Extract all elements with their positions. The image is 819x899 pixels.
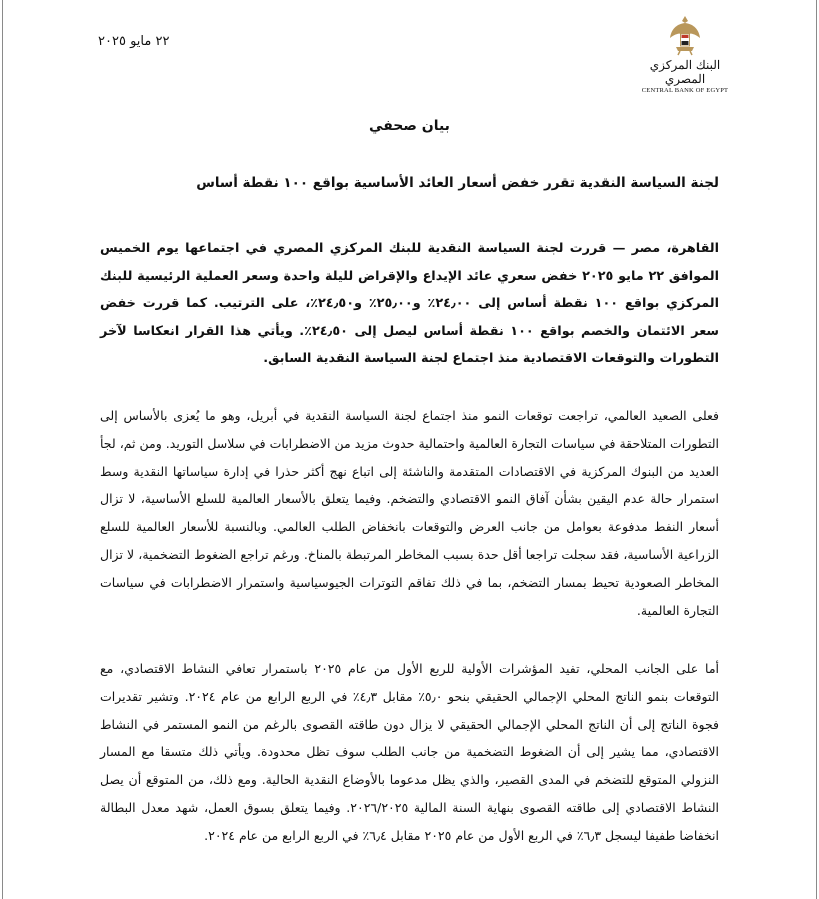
logo-arabic-text: البنك المركزي المصري (649, 58, 721, 86)
page-border-left (2, 0, 3, 899)
press-release-date: ٢٢ مايو ٢٠٢٥ (98, 34, 170, 49)
page-border-right (816, 0, 817, 899)
press-release-headline: لجنة السياسة النقدية تقرر خفض أسعار العائد الأساسية بواقع ١٠٠ نقطة أساس (196, 175, 719, 191)
logo-english-text: CENTRAL BANK OF EGYPT (641, 87, 729, 94)
page-title: بيان صحفي (369, 118, 450, 134)
central-bank-logo (640, 14, 730, 94)
eagle-emblem-icon (668, 14, 702, 56)
paragraph-decision: القاهرة، مصر — قررت لجنة السياسة النقدية للبنك المركزي المصري في اجتماعها يوم الخميس الموافق ٢٢ مايو ٢٠٢٥ خفض سعري عائد الإيداع والإقراض لليلة واحدة وسعر العملية الرئيسية للبنك المركزي بواقع ١٠٠ نقطة أساس إلى ٢٤٫٠٠٪ و٢٥٫٠٠٪ و٢٤٫٥٠٪، على الترتيب. كما قررت خفض سعر الائتمان والخصم بواقع ١٠٠ نقطة أساس ليصل إلى ٢٤٫٥٠٪. ويأتي هذا القرار انعكاسا لآخر التطورات والتوقعات الاقتصادية منذ اجتماع لجنة السياسة النقدية السابق. (100, 241, 719, 366)
paragraph-domestic: أما على الجانب المحلي، تفيد المؤشرات الأولية للربع الأول من عام ٢٠٢٥ باستمرار تعافي النشاط الاقتصادي، مع التوقعات بنمو الناتج المحلي الإجمالي الحقيقي بنحو ٥٫٠٪ مقابل ٤٫٣٪ في الربع الرابع من عام ٢٠٢٤. وتشير تقديرات فجوة الناتج إلى أن الناتج المحلي الإجمالي الحقيقي لا يزال دون طاقته القصوى بالرغم من النمو المستمر في النشاط الاقتصادي، مما يشير إلى أن الضغوط التضخمية من جانب الطلب سوف تظل محدودة. ويأتي ذلك متسقا مع المسار النزولي المتوقع للتضخم في المدى القصير، والذي يظل مدعوما بالأوضاع النقدية الحالية. ومع ذلك، من المتوقع أن يصل النشاط الاقتصادي إلى طاقته القصوى بنهاية السنة المالية ٢٠٢٦/٢٠٢٥. وفيما يتعلق بسوق العمل، شهد معدل البطالة انخفاضا طفيفا ليسجل ٦٫٣٪ في الربع الأول من عام ٢٠٢٥ مقابل ٦٫٤٪ في الربع الرابع من عام ٢٠٢٤. (100, 661, 719, 843)
paragraph-global: فعلى الصعيد العالمي، تراجعت توقعات النمو منذ اجتماع لجنة السياسة النقدية في أبريل، وهو ما يُعزى بالأساس إلى التطورات المتلاحقة في سياسات التجارة العالمية واحتمالية حدوث مزيد من الاضطرابات في سلاسل التوريد. ومن ثم، لجأ العديد من البنوك المركزية في الاقتصادات المتقدمة والناشئة إلى اتباع نهج أكثر حذرا في إدارة سياساتها النقدية وسط استمرار حالة عدم اليقين بشأن آفاق النمو الاقتصادي والتضخم. وفيما يتعلق بالأسعار العالمية للسلع الأساسية، لا تزال أسعار النفط مدفوعة بعوامل من جانب العرض والتوقعات بانخفاض الطلب العالمي. وبالنسبة للأسعار العالمية للسلع الزراعية الأساسية، فقد سجلت تراجعا أقل حدة بسبب المخاطر المرتبطة بالمناخ. ورغم تراجع الضغوط التضخمية، لا تزال المخاطر الصعودية تحيط بمسار التضخم، بما في ذلك تفاقم التوترات الجيوسياسية واستمرار الاضطرابات في سياسات التجارة العالمية. (100, 408, 719, 618)
